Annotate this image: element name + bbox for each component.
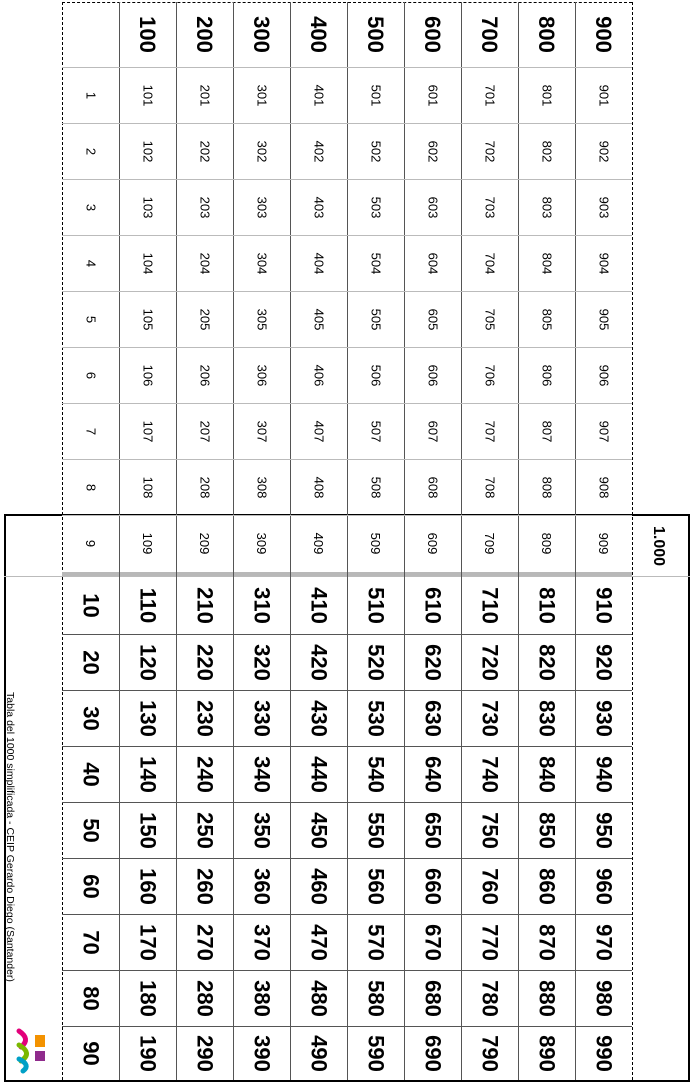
tens-cell: 110	[135, 587, 161, 623]
hundreds-header: 200	[192, 16, 218, 53]
unit-cell: 909	[596, 532, 611, 555]
tens-cell: 550	[363, 811, 389, 849]
tens-cell: 490	[306, 1034, 332, 1072]
unit-cell: 404	[311, 252, 326, 274]
tens-cell: 320	[249, 643, 275, 681]
tens-cell: 250	[192, 811, 218, 849]
footer-credit: Tabla del 1000 simplificada - CEIP Gerardo Diego (Santander)	[4, 692, 16, 982]
unit-cell: 807	[539, 420, 554, 442]
tens-cell: 960	[591, 867, 617, 905]
unit-cell: 104	[140, 252, 155, 274]
tens-cell: 710	[477, 586, 503, 624]
hundreds-header: 400	[306, 16, 332, 53]
tens-label: 90	[78, 1040, 104, 1066]
unit-cell: 506	[368, 364, 383, 386]
unit-cell: 101	[140, 84, 155, 106]
unit-cell: 906	[596, 364, 611, 386]
hundreds-header: 100	[135, 16, 161, 53]
tens-cell: 650	[420, 811, 446, 849]
unit-cell: 409	[311, 532, 326, 555]
tens-cell: 740	[477, 755, 503, 793]
tens-cell: 330	[249, 699, 275, 737]
unit-cell: 805	[539, 308, 554, 330]
tens-label: 10	[78, 592, 104, 618]
tens-cell: 820	[534, 643, 560, 681]
tens-cell: 790	[477, 1034, 503, 1072]
unit-cell: 407	[311, 420, 326, 442]
tens-cell: 880	[534, 979, 560, 1017]
tens-cell: 630	[420, 699, 446, 737]
unit-cell: 601	[425, 84, 440, 106]
tens-label: 60	[78, 873, 104, 899]
unit-cell: 109	[140, 532, 155, 555]
unit-cell: 502	[368, 140, 383, 162]
tens-cell: 730	[477, 699, 503, 737]
unit-cell: 505	[368, 308, 383, 330]
unit-cell: 603	[425, 196, 440, 218]
unit-cell: 907	[596, 420, 611, 442]
unit-cell: 202	[197, 140, 212, 162]
unit-cell: 608	[425, 476, 440, 498]
unit-cell: 405	[311, 308, 326, 330]
unit-cell: 406	[311, 364, 326, 386]
tens-cell: 720	[477, 643, 503, 681]
tens-cell: 830	[534, 699, 560, 737]
hundreds-header: 800	[534, 16, 560, 53]
unit-cell: 102	[140, 140, 155, 162]
unit-cell: 304	[254, 252, 269, 274]
unit-label: 5	[83, 315, 98, 323]
hundreds-header: 300	[249, 16, 275, 53]
unit-cell: 901	[596, 84, 611, 106]
tens-cell: 280	[192, 979, 218, 1017]
unit-cell: 205	[197, 308, 212, 330]
unit-cell: 307	[254, 420, 269, 442]
unit-label: 2	[83, 147, 98, 155]
unit-cell: 105	[140, 308, 155, 330]
tens-cell: 940	[591, 755, 617, 793]
tens-cell: 840	[534, 755, 560, 793]
unit-cell: 402	[311, 140, 326, 162]
unit-cell: 809	[539, 532, 554, 555]
unit-label: 7	[83, 427, 98, 435]
unit-label: 8	[83, 483, 98, 491]
tens-cell: 870	[534, 923, 560, 961]
tens-cell: 220	[192, 643, 218, 681]
tens-cell: 390	[249, 1034, 275, 1072]
unit-cell: 802	[539, 140, 554, 162]
tens-cell: 310	[249, 586, 275, 624]
unit-cell: 609	[425, 532, 440, 555]
unit-cell: 309	[254, 532, 269, 555]
tens-cell: 860	[534, 867, 560, 905]
tens-cell: 240	[192, 755, 218, 793]
unit-cell: 604	[425, 252, 440, 274]
unit-cell: 301	[254, 84, 269, 106]
unit-label: 3	[83, 203, 98, 211]
tens-cell: 780	[477, 979, 503, 1017]
tens-cell: 440	[306, 755, 332, 793]
tens-cell: 340	[249, 755, 275, 793]
unit-cell: 806	[539, 364, 554, 386]
tens-cell: 450	[306, 811, 332, 849]
unit-cell: 206	[197, 364, 212, 386]
tens-cell: 890	[534, 1034, 560, 1072]
unit-cell: 704	[482, 252, 497, 274]
tens-label: 50	[78, 817, 104, 843]
tens-cell: 410	[306, 586, 332, 624]
tens-cell: 950	[591, 811, 617, 849]
unit-cell: 708	[482, 476, 497, 498]
tens-cell: 980	[591, 979, 617, 1017]
unit-cell: 403	[311, 196, 326, 218]
tens-cell: 560	[363, 867, 389, 905]
school-logo-icon	[6, 1024, 58, 1078]
tens-cell: 930	[591, 699, 617, 737]
unit-cell: 804	[539, 252, 554, 274]
tens-cell: 260	[192, 867, 218, 905]
unit-cell: 208	[197, 476, 212, 498]
tens-cell: 290	[192, 1034, 218, 1072]
tens-cell: 210	[192, 586, 218, 624]
unit-cell: 707	[482, 420, 497, 442]
unit-cell: 103	[140, 196, 155, 218]
unit-cell: 508	[368, 476, 383, 498]
unit-cell: 108	[140, 476, 155, 498]
unit-label: 9	[83, 539, 98, 548]
unit-cell: 701	[482, 84, 497, 106]
tens-cell: 680	[420, 979, 446, 1017]
tens-cell: 430	[306, 699, 332, 737]
tens-cell: 420	[306, 643, 332, 681]
unit-cell: 605	[425, 308, 440, 330]
unit-cell: 408	[311, 476, 326, 498]
tens-cell: 470	[306, 923, 332, 961]
tens-cell: 160	[135, 867, 161, 905]
unit-label: 4	[83, 259, 98, 267]
unit-cell: 107	[140, 420, 155, 442]
unit-cell: 702	[482, 140, 497, 162]
unit-cell: 703	[482, 196, 497, 218]
tens-cell: 120	[135, 643, 161, 681]
tens-cell: 270	[192, 923, 218, 961]
unit-cell: 801	[539, 84, 554, 106]
unit-label: 1	[83, 91, 98, 99]
unit-cell: 209	[197, 532, 212, 555]
tens-cell: 660	[420, 867, 446, 905]
tens-cell: 170	[135, 923, 161, 961]
tens-cell: 150	[135, 811, 161, 849]
unit-cell: 705	[482, 308, 497, 330]
unit-cell: 706	[482, 364, 497, 386]
unit-cell: 308	[254, 476, 269, 498]
tens-cell: 760	[477, 867, 503, 905]
tens-cell: 370	[249, 923, 275, 961]
tens-cell: 140	[135, 755, 161, 793]
unit-cell: 803	[539, 196, 554, 218]
hundreds-header: 700	[477, 16, 503, 53]
tens-cell: 910	[591, 586, 617, 624]
unit-cell: 501	[368, 84, 383, 106]
unit-cell: 303	[254, 196, 269, 218]
unit-cell: 908	[596, 476, 611, 498]
tens-cell: 180	[135, 979, 161, 1017]
tens-cell: 570	[363, 923, 389, 961]
tens-cell: 350	[249, 811, 275, 849]
unit-cell: 106	[140, 364, 155, 386]
unit-cell: 401	[311, 84, 326, 106]
tens-cell: 520	[363, 643, 389, 681]
hundreds-header: 500	[363, 16, 389, 53]
tens-cell: 970	[591, 923, 617, 961]
unit-cell: 904	[596, 252, 611, 274]
thousand-label: 1.000	[650, 525, 667, 567]
unit-cell: 201	[197, 84, 212, 106]
tens-cell: 920	[591, 643, 617, 681]
tens-cell: 530	[363, 699, 389, 737]
tens-cell: 360	[249, 867, 275, 905]
tens-cell: 590	[363, 1034, 389, 1072]
tens-cell: 580	[363, 979, 389, 1017]
unit-cell: 507	[368, 420, 383, 442]
tens-cell: 510	[363, 586, 389, 624]
unit-cell: 302	[254, 140, 269, 162]
unit-cell: 207	[197, 420, 212, 442]
unit-cell: 607	[425, 420, 440, 442]
unit-label: 6	[83, 371, 98, 379]
unit-cell: 509	[368, 532, 383, 555]
tens-cell: 460	[306, 867, 332, 905]
tens-cell: 620	[420, 643, 446, 681]
tens-cell: 810	[534, 586, 560, 624]
unit-cell: 902	[596, 140, 611, 162]
tens-cell: 190	[135, 1034, 161, 1072]
tens-cell: 690	[420, 1034, 446, 1072]
hundreds-header: 900	[591, 16, 617, 53]
tens-cell: 750	[477, 811, 503, 849]
hundreds-header: 600	[420, 16, 446, 53]
unit-cell: 606	[425, 364, 440, 386]
tens-label: 80	[78, 985, 104, 1011]
unit-cell: 203	[197, 196, 212, 218]
unit-cell: 602	[425, 140, 440, 162]
tens-cell: 640	[420, 755, 446, 793]
tens-cell: 380	[249, 979, 275, 1017]
tens-cell: 990	[591, 1034, 617, 1072]
unit-cell: 504	[368, 252, 383, 274]
tens-cell: 670	[420, 923, 446, 961]
tens-cell: 540	[363, 755, 389, 793]
unit-cell: 306	[254, 364, 269, 386]
tens-cell: 850	[534, 811, 560, 849]
unit-cell: 905	[596, 308, 611, 330]
tens-cell: 130	[135, 699, 161, 737]
unit-cell: 808	[539, 476, 554, 498]
unit-cell: 503	[368, 196, 383, 218]
tens-label: 30	[78, 705, 104, 731]
unit-cell: 903	[596, 196, 611, 218]
unit-cell: 305	[254, 308, 269, 330]
tens-cell: 230	[192, 699, 218, 737]
tens-cell: 610	[420, 586, 446, 624]
tens-label: 20	[78, 649, 104, 675]
unit-cell: 204	[197, 252, 212, 274]
tens-cell: 480	[306, 979, 332, 1017]
tens-label: 40	[78, 761, 104, 787]
tens-cell: 770	[477, 923, 503, 961]
tens-label: 70	[78, 929, 104, 955]
unit-cell: 709	[482, 532, 497, 555]
